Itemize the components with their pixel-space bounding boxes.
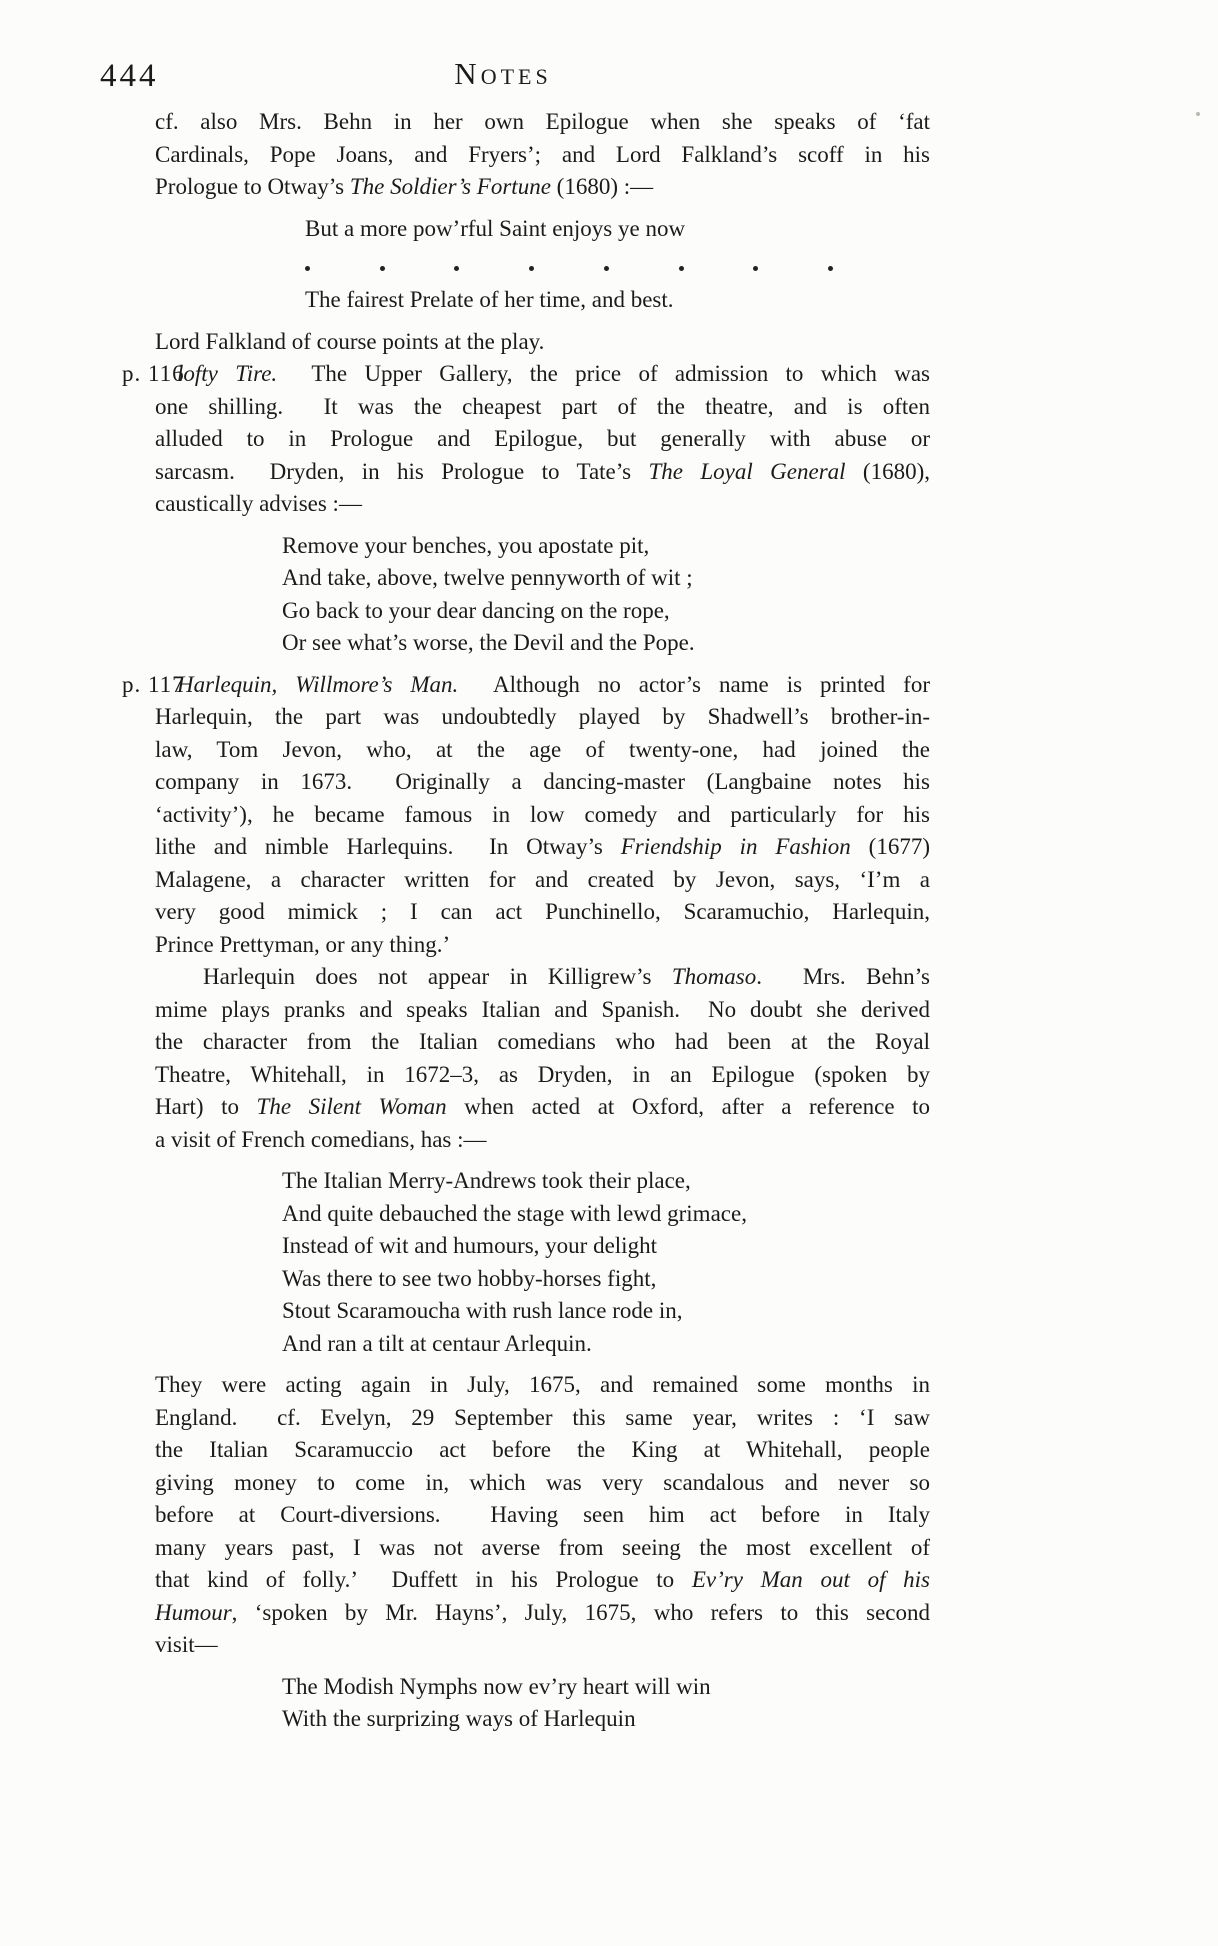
italic-title: Harlequin, Willmore’s Man.: [177, 671, 459, 697]
para-block: [155, 326, 930, 359]
text-line: before at Court-diversions. Having seen him act before in Italy: [155, 1502, 930, 1527]
text-line: Go back to your dear dancing on the rope,: [282, 597, 670, 623]
note-block: [122, 358, 930, 521]
ellipsis-dot: [679, 266, 684, 271]
ellipsis-dot: [454, 266, 459, 271]
dots-block: [305, 254, 833, 275]
italic-title: lofty Tire.: [177, 361, 278, 386]
text-line: mime plays pranks and speaks Italian and Spanish. No doubt she derived: [155, 996, 930, 1022]
italic-title: Friendship in Fashion: [620, 834, 851, 859]
text-line: The fairest Prelate of her time, and best.: [305, 287, 674, 312]
text-line: Instead of wit and humours, your delight: [282, 1233, 657, 1258]
text-line: Or see what’s worse, the Devil and the Pope.: [282, 630, 695, 655]
text-line: many years past, I was not averse from seeing the most excellent of: [155, 1534, 930, 1560]
text-line: p. 116 lofty Tire. The Upper Gallery, the price of admission to which was: [155, 358, 930, 391]
verse-block: [282, 1165, 930, 1360]
text-line: caustically advises :—: [155, 491, 362, 516]
text-line: ‘activity’), he became famous in low comedy and particularly for his: [155, 801, 930, 827]
verse-block: [282, 530, 930, 660]
text-line: Malagene, a character written for and created by Jevon, says, ‘I’m a: [155, 866, 930, 892]
ellipsis-dot: [380, 266, 385, 271]
text-line: alluded to in Prologue and Epilogue, but generally with abuse or: [155, 426, 930, 451]
ellipsis-dot: [604, 266, 609, 271]
text-line: Prince Prettyman, or any thing.’: [155, 931, 451, 957]
verse-block: [282, 1671, 930, 1736]
text-line: law, Tom Jevon, who, at the age of twenty-one, had joined the: [155, 736, 930, 762]
text-line: Harlequin, the part was undoubtedly played by Shadwell’s brother-in-: [155, 704, 930, 729]
text-line: a visit of French comedians, has :—: [155, 1126, 487, 1152]
note-block: [122, 669, 930, 962]
text-line: the character from the Italian comedians who had been at the Royal: [155, 1029, 930, 1054]
italic-title: The Soldier’s Fortune: [349, 174, 551, 199]
verse-block: [305, 284, 930, 317]
ellipsis-dot: [753, 266, 758, 271]
italic-title: The Silent Woman: [256, 1094, 447, 1119]
verse-block: [305, 213, 930, 246]
text-line: Remove your benches, you apostate pit,: [282, 532, 650, 558]
text-line: The Italian Merry-Andrews took their place,: [282, 1168, 691, 1193]
page-ref-label: p. 116: [122, 361, 185, 386]
text-line: visit—: [155, 1632, 218, 1657]
italic-title: Humour: [155, 1599, 232, 1625]
text-line: Harlequin does not appear in Killigrew’s Thomaso. Mrs. Behn’s: [203, 964, 931, 989]
text-line: that kind of folly.’ Duffett in his Prologue to Ev’ry Man out of his: [155, 1567, 931, 1592]
text-line: very good mimick ; I can act Punchinello, Scaramuchio, Harlequin,: [155, 899, 930, 924]
text-line: cf. also Mrs. Behn in her own Epilogue when she speaks of ‘fat: [155, 109, 930, 134]
text-line: Prologue to Otway’s The Soldier’s Fortune (1680) :—: [155, 174, 654, 199]
italic-title: The Loyal General: [648, 458, 846, 484]
text-line: one shilling. It was the cheapest part of the theatre, and is often: [155, 393, 930, 419]
text-line: Stout Scaramoucha with rush lance rode in,: [282, 1298, 683, 1323]
text-line: company in 1673. Originally a dancing-master (Langbaine notes his: [155, 769, 930, 794]
text-line: p. 117 Harlequin, Willmore’s Man. Although no actor’s name is printed for: [155, 669, 930, 702]
text-line: lithe and nimble Harlequins. In Otway’s Friendship in Fashion (1677): [155, 834, 930, 859]
italic-title: Ev’ry Man out of his: [691, 1567, 931, 1592]
scan-speck: [1196, 112, 1200, 116]
text-line: sarcasm. Dryden, in his Prologue to Tate’s The Loyal General (1680),: [155, 458, 930, 484]
para-block: [155, 106, 930, 204]
text-line: England. cf. Evelyn, 29 September this same year, writes : ‘I saw: [155, 1404, 930, 1430]
text-line: Lord Falkland of course points at the play.: [155, 328, 545, 354]
text-line: Humour, ‘spoken by Mr. Hayns’, July, 1675, who refers to this second: [155, 1599, 930, 1625]
ellipsis-dot: [529, 266, 534, 271]
text-line: Hart) to The Silent Woman when acted at Oxford, after a reference to: [155, 1094, 930, 1119]
text-line: Cardinals, Pope Joans, and Fryers’; and Lord Falkland’s scoff in his: [155, 141, 930, 167]
text-line: Was there to see two hobby-horses fight,: [282, 1265, 657, 1291]
text-line: the Italian Scaramuccio act before the King at Whitehall, people: [155, 1437, 930, 1462]
italic-title: Thomaso: [671, 964, 757, 989]
text-line: And quite debauched the stage with lewd grimace,: [282, 1200, 747, 1226]
ellipsis-dot: [305, 266, 310, 271]
text-line: They were acting again in July, 1675, and remained some months in: [155, 1372, 930, 1397]
text-line: But a more pow’rful Saint enjoys ye now: [305, 215, 686, 241]
ellipsis-dot: [828, 266, 833, 271]
para-block: [155, 1369, 930, 1662]
text-line: And ran a tilt at centaur Arlequin.: [282, 1330, 592, 1356]
page-number: 444: [100, 58, 159, 94]
text-line: And take, above, twelve pennyworth of wit ;: [282, 565, 693, 590]
text-line: giving money to come in, which was very scandalous and never so: [155, 1469, 930, 1495]
text-line: Theatre, Whitehall, in 1672–3, as Dryden, in an Epilogue (spoken by: [155, 1061, 930, 1087]
page-ref-label: p. 117: [122, 671, 185, 697]
text-line: The Modish Nymphs now ev’ry heart will win: [282, 1673, 711, 1699]
para-block: [155, 961, 930, 1156]
running-head-title: Notes: [454, 56, 552, 91]
text-line: With the surprizing ways of Harlequin: [282, 1706, 636, 1731]
notes-body: [122, 106, 931, 1745]
